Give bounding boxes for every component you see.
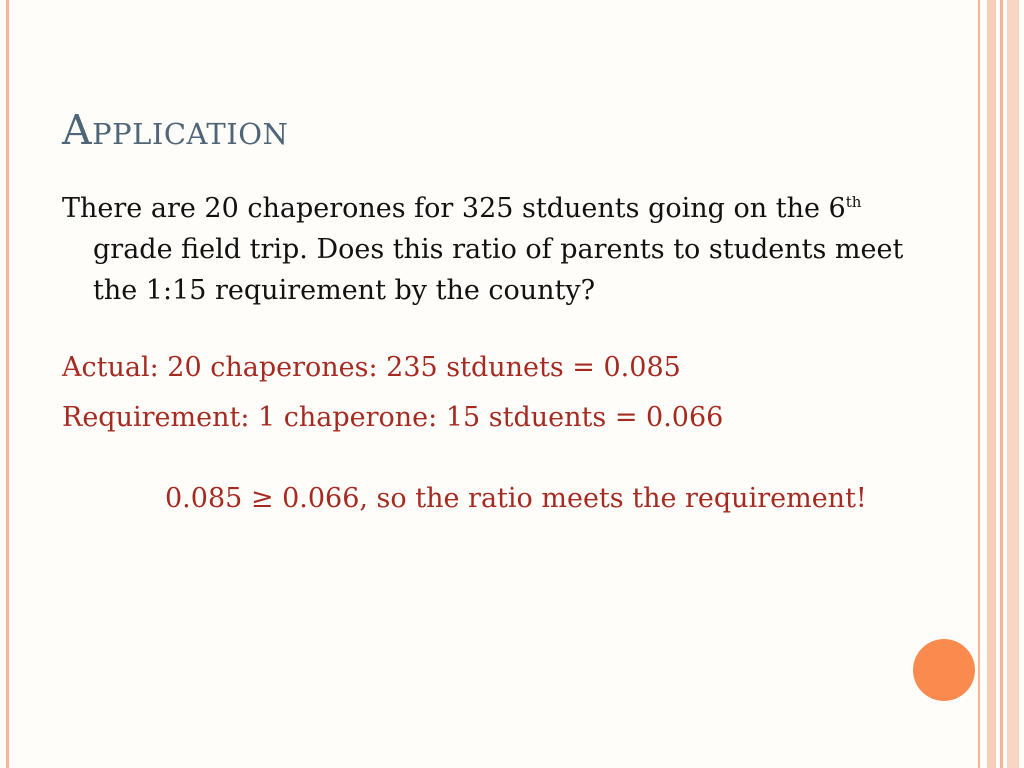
question-text-part2: grade field trip. Does this ratio of parents to students meet the 1:15 requirement by the county? [93, 234, 904, 306]
slide-body [62, 188, 942, 519]
conclusion-statement: 0.085 ≥ 0.066, so the ratio meets the requirement! [165, 483, 867, 514]
left-border-line [6, 0, 9, 768]
stripe [1000, 0, 1003, 768]
orange-circle-icon [913, 639, 975, 701]
stripe [987, 0, 996, 768]
right-border-stripes [978, 0, 1024, 768]
question-text-part1: There are 20 chaperones for 325 stduents going on the 6 [62, 193, 846, 224]
slide-title: Application [62, 106, 289, 154]
question-paragraph [62, 188, 942, 311]
stripe [978, 0, 980, 768]
ordinal-superscript: th [845, 193, 862, 211]
stripe [1007, 0, 1019, 768]
actual-ratio-line: Actual: 20 chaperones: 235 stdunets = 0.085 [62, 352, 681, 383]
requirement-ratio-line: Requirement: 1 chaperone: 15 stduents = 0.066 [62, 402, 724, 433]
